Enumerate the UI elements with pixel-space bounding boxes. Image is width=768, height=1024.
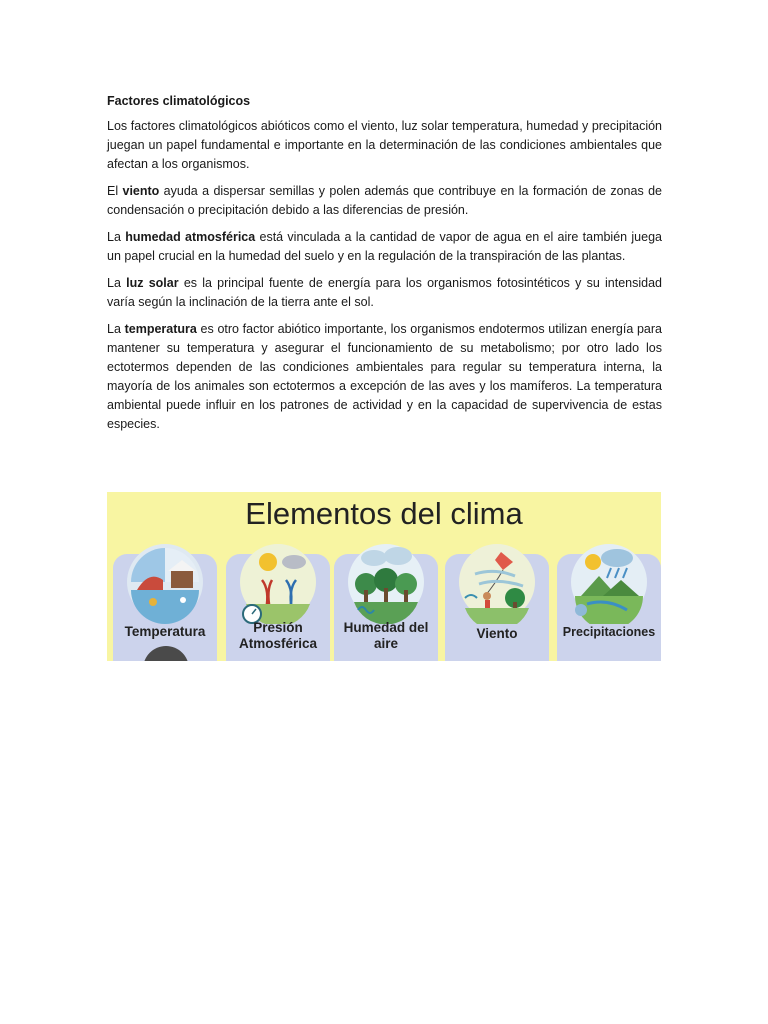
label-line: Humedad del (343, 620, 429, 635)
text: La (107, 322, 125, 336)
card-label: Temperatura (124, 624, 206, 639)
precipitation-scene-icon (567, 540, 651, 624)
paragraph-temperatura (107, 320, 662, 434)
pressure-scene-icon (236, 540, 320, 624)
bold-term: temperatura (124, 322, 197, 336)
card-viento (445, 554, 549, 661)
text: La (107, 230, 126, 244)
figure-title: Elementos del clima (245, 496, 523, 531)
text: La (107, 276, 127, 290)
text: ayuda a dispersar semillas y polen además que contribuye en la formación de zonas de condensación o precipitación debido a las diferencias de presión. (107, 184, 662, 217)
card-label: Viento (476, 626, 518, 641)
label-line: Presión (253, 620, 303, 635)
bold-term: humedad atmosférica (125, 230, 256, 244)
label-line: aire (373, 636, 399, 651)
card-label: Precipitaciones (562, 625, 656, 639)
text: es otro factor abiótico importante, los organismos endotermos utilizan energía para mantener su temperatura y asegurar el funcionamiento de su metabolismo; por otro lado los ectotermos dependen de las condiciones ambientales para regular su temperatura interna, la mayoría de los animales son ectotermos a excepción de las aves y los mamíferos. La temperatura ambiental puede influir en los patrones de actividad y en la capacidad de supervivencia de estas especies. (107, 322, 662, 431)
paragraph-humedad (107, 228, 662, 266)
temperature-scene-icon (123, 540, 207, 624)
text: está vinculada a la cantidad de vapor de agua en el aire también juega un papel crucial en la humedad del suelo y en la regulación de la transpiración de las plantas. (107, 230, 662, 263)
card-label (226, 620, 330, 652)
card-precipitaciones (557, 554, 661, 661)
wind-scene-icon (455, 540, 539, 624)
bold-term: luz solar (126, 276, 179, 290)
humidity-forest-icon (344, 540, 428, 624)
document-body (107, 92, 662, 442)
card-temperatura (113, 554, 217, 661)
paragraph-intro: Los factores climatológicos abióticos como el viento, luz solar temperatura, humedad y precipitación juegan un papel fundamental e importante en la determinación de las condiciones ambientales que afectan a los organismos. (107, 119, 662, 171)
text: El (107, 184, 123, 198)
paragraph-luz-solar (107, 274, 662, 312)
card-label (334, 620, 438, 652)
label-line: Atmosférica (238, 636, 318, 651)
bold-term: viento (122, 184, 160, 198)
section-heading: Factores climatológicos (107, 94, 251, 108)
card-humedad-del-aire (334, 554, 438, 661)
partial-icon-disc (143, 646, 189, 661)
text: es la principal fuente de energía para los organismos fotosintéticos y su intensidad varía según la inclinación de la tierra ante el sol. (107, 276, 662, 309)
paragraph-viento (107, 182, 662, 220)
climate-elements-figure (107, 492, 661, 661)
card-presion-atmosferica (226, 554, 330, 661)
